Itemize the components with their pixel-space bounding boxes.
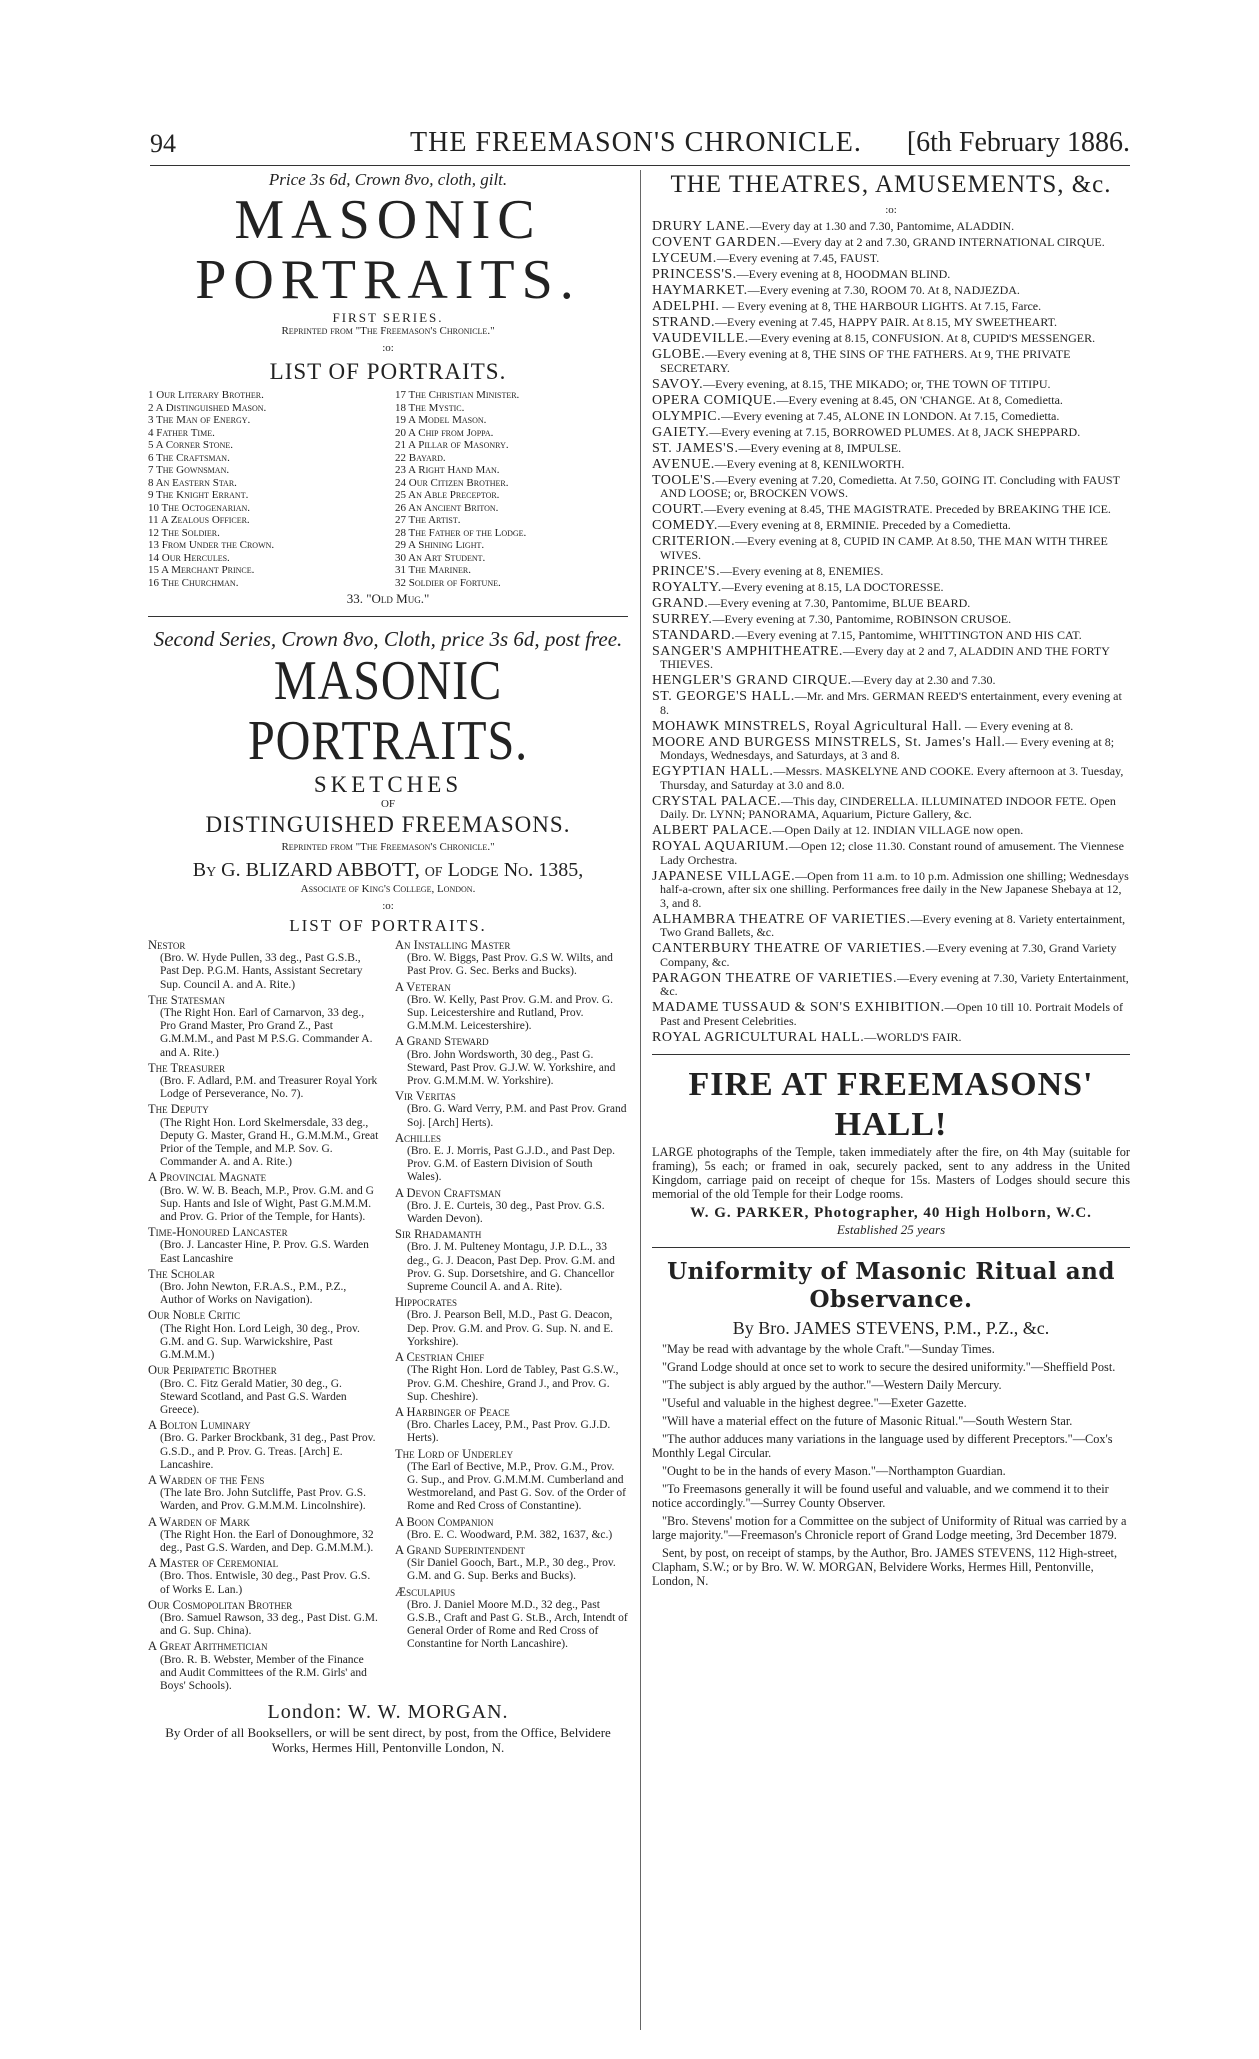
theatre-listing xyxy=(652,410,1130,424)
venue-details: —Every evening at 7.45, HAPPY PAIR. At 8.15, MY SWEETHEART. xyxy=(715,315,1058,329)
theatre-listing xyxy=(652,474,1130,501)
portrait-name: The Deputy xyxy=(148,1102,209,1117)
review-quotes xyxy=(652,1342,1130,1588)
theatre-listing xyxy=(652,284,1130,298)
portrait-list-item: 19 A Model Mason. xyxy=(395,414,487,426)
portrait-description: (The Right Hon. Lord Leigh, 30 deg., Prov. G.M. and G. Sup. Warwickshire, Past G.M.M.M.) xyxy=(160,1322,360,1362)
ad2-author: By G. BLIZARD ABBOTT, of Lodge No. 1385, xyxy=(192,859,584,881)
portrait-name: Nestor xyxy=(148,938,186,952)
venue-name: JAPANESE VILLAGE. xyxy=(652,868,796,884)
uniformity-author: By Bro. JAMES STEVENS, P.M., P.Z., &c. xyxy=(732,1318,1050,1338)
portrait-name: A Veteran xyxy=(395,979,451,994)
portrait-description: (Bro. C. Fitz Gerald Matier, 30 deg., G. Steward Scotland, and Past G.S. Warden Greece). xyxy=(160,1377,347,1416)
venue-details: —Every evening, at 8.15, THE MIKADO; or, THE TOWN OF TITIPU. xyxy=(703,376,1051,391)
portrait-description: (Bro. F. Adlard, P.M. and Treasurer Royal York Lodge of Perseverance, No. 7). xyxy=(160,1075,378,1101)
portrait-description: (Sir Daniel Gooch, Bart., M.P., 30 deg., Prov. G.M. and G. Sup. Berks and Bucks). xyxy=(407,1557,616,1583)
theatre-listing xyxy=(652,613,1130,627)
portrait-description: (Bro. W. Biggs, Past Prov. G.S W. Wilts, and Past Prov. G. Sec. Berks and Bucks). xyxy=(407,952,613,978)
portrait-list-item: 22 Bayard. xyxy=(395,451,446,464)
ad2-order-note: By Order of all Booksellers, or will be sent direct, by post, from the Office, Belvidere Works, Hermes Hill, Pentonville London, N. xyxy=(165,1725,611,1756)
portrait-description: (Bro. W. Hyde Pullen, 33 deg., Past G.S.B., Past Dep. P.G.M. Hants, Assistant Secretary Sup. Council A. and A. Rite.) xyxy=(160,952,363,991)
portrait-entry xyxy=(395,1586,628,1652)
venue-details: —Every evening at 7.15, Pantomime, WHITTINGTON AND HIS CAT. xyxy=(735,627,1082,642)
portrait-entry xyxy=(148,1474,381,1514)
portrait-description: (Bro. G. Parker Brockbank, 31 deg., Past Prov. G.S.D., and P. Prov. G. Treas. [Arch] E. Lancashire. xyxy=(160,1432,376,1471)
portrait-name: The Lord of Underley xyxy=(395,1446,514,1461)
venue-details: —Every evening at 8.45, THE MAGISTRATE. Preceded by BREAKING THE ICE. xyxy=(704,502,1111,516)
venue-details: —Messrs. MASKELYNE AND COOKE. Every afternoon at 3. Tuesday, Thursday, and Saturday at 3.0 and 8.0. xyxy=(660,764,1124,792)
venue-details: —Every evening at 8, IMPULSE. xyxy=(738,440,902,455)
theatre-listing xyxy=(652,565,1130,579)
ad2-of: OF xyxy=(380,798,396,810)
ad1-list-last: 33. "Old Mug." xyxy=(346,591,430,606)
venue-name: EGYPTIAN HALL. xyxy=(652,764,774,779)
venue-name: ROYAL AGRICULTURAL HALL. xyxy=(652,1029,865,1045)
portrait-list-item: 13 From Under the Crown. xyxy=(148,539,275,551)
venue-name: COMEDY. xyxy=(652,518,718,533)
ad2-reprinted: Reprinted from "The Freemason's Chronicle." xyxy=(281,841,495,853)
venue-name: CRYSTAL PALACE. xyxy=(652,793,782,809)
portrait-name: A Warden of Mark xyxy=(148,1514,250,1529)
portrait-entry xyxy=(395,1448,628,1514)
portrait-entry xyxy=(395,1035,628,1088)
ad1-list-col2 xyxy=(395,389,628,589)
portrait-description: (Bro. John Newton, F.R.A.S., P.M., P.Z., Author of Works on Navigation). xyxy=(160,1281,347,1307)
second-series-ad xyxy=(148,627,628,1755)
theatre-listing xyxy=(652,1031,1130,1045)
first-series-ad xyxy=(148,170,628,606)
portrait-name: A Bolton Luminary xyxy=(148,1418,251,1433)
venue-name: COVENT GARDEN. xyxy=(652,235,781,250)
venue-details: —Every evening at 8. Variety entertainment, Two Grand Ballets, &c. xyxy=(660,911,1126,939)
venue-details: —Every evening at 7.30, Grand Variety Company, &c. xyxy=(660,941,1117,969)
established-line: Established 25 years xyxy=(836,1222,946,1237)
review-quote: "Ought to be in the hands of every Mason."—Northampton Guardian. xyxy=(662,1464,1006,1478)
venue-details: —Every evening at 7.30, Pantomime, BLUE BEARD. xyxy=(708,595,971,610)
portrait-entry xyxy=(395,1132,628,1185)
portrait-description: (Bro. G. Ward Verry, P.M. and Past Prov. Grand Soj. [Arch] Herts). xyxy=(407,1103,627,1129)
ad2-list-heading: LIST OF PORTRAITS. xyxy=(289,916,487,935)
portrait-entry xyxy=(148,1171,381,1224)
venue-name: HENGLER'S GRAND CIRQUE. xyxy=(652,673,852,688)
theatre-listing xyxy=(652,316,1130,330)
portrait-list-item: 8 An Eastern Star. xyxy=(148,476,237,489)
ad2-series: Second Series, Crown 8vo, Cloth, price 3s 6d, post free. xyxy=(153,627,623,651)
theatre-listing xyxy=(652,535,1130,562)
theatre-listing xyxy=(652,442,1130,456)
venue-details: — Every evening at 8; Mondays, Wednesdays, and Saturdays, at 3 and 8. xyxy=(660,734,1115,762)
review-quote: "Grand Lodge should at once set to work to secure the desired uniformity."—Sheffield Post. xyxy=(662,1360,1116,1374)
venue-name: PARAGON THEATRE OF VARIETIES. xyxy=(652,970,898,986)
venue-name: ADELPHI. xyxy=(652,299,720,314)
portrait-name: A Harbinger of Peace xyxy=(395,1404,510,1419)
portrait-list-item: 16 The Churchman. xyxy=(148,576,239,589)
portrait-description: (The Right Hon. Earl of Carnarvon, 33 deg., Pro Grand Master, Pro Grand Z., Past G.M.M.M., and Past M P.S.G. Commander A. and A. Rite.) xyxy=(160,1007,373,1059)
venue-name: PRINCE'S. xyxy=(652,563,721,579)
portrait-entry xyxy=(395,939,628,979)
venue-details: —Every evening at 8.15, CONFUSION. At 8, CUPID'S MESSENGER. xyxy=(748,331,1096,345)
review-quote: "The author adduces many variations in the language used by different Preceptors."—Cox's Monthly Legal Circular. xyxy=(652,1432,1113,1460)
portrait-description: (The Earl of Bective, M.P., Prov. G.M., Prov. G. Sup., and Prov. G.M.M.M. Cumberland and Westmoreland, and Past G. Sov. of the Order of Rome and Red Cross of Constantine). xyxy=(407,1460,627,1513)
theatres-separator: :o: xyxy=(885,204,897,216)
venue-details: —Every day at 1.30 and 7.30, Pantomime, ALADDIN. xyxy=(749,219,1015,233)
portrait-name: A Cestrian Chief xyxy=(395,1350,485,1365)
portrait-list-item: 11 A Zealous Officer. xyxy=(148,514,250,526)
portrait-name: A Master of Ceremonial xyxy=(148,1556,279,1571)
ad1-price: Price 3s 6d, Crown 8vo, cloth, gilt. xyxy=(268,170,508,189)
venue-details: —Open 12; close 11.30. Constant round of amusement. The Viennese Lady Orchestra. xyxy=(660,839,1124,867)
theatre-listing xyxy=(652,220,1130,234)
venue-details: —Open from 11 a.m. to 10 p.m. Admission one shilling; Wednesdays half-a-crown, after six one shilling. Performances free daily in the New Japanese Shebaya at 12, 3, and 8. xyxy=(660,868,1129,910)
theatre-listing xyxy=(652,674,1130,688)
portrait-entry xyxy=(148,1640,381,1693)
venue-name: SANGER'S AMPHITHEATRE. xyxy=(652,643,843,659)
portrait-list-item: 3 The Man of Energy. xyxy=(148,414,251,426)
venue-details: —WORLD'S FAIR. xyxy=(864,1029,962,1044)
theatre-listing xyxy=(652,394,1130,408)
ad1-reprinted: Reprinted from "The Freemason's Chronicle." xyxy=(281,325,495,337)
venue-name: MADAME TUSSAUD & SON'S EXHIBITION. xyxy=(652,1000,945,1015)
portrait-list-item: 27 The Artist. xyxy=(395,514,461,526)
fire-ad xyxy=(652,1065,1130,1237)
venue-details: —Every evening at 8, ERMINIE. Preceded by a Comedietta. xyxy=(717,518,1011,532)
theatre-listing xyxy=(652,236,1130,250)
portrait-list-item: 30 An Art Student. xyxy=(395,551,486,564)
portrait-list-item: 1 Our Literary Brother. xyxy=(148,389,264,401)
portrait-entry xyxy=(148,1599,381,1639)
portrait-entry xyxy=(148,1557,381,1597)
portrait-entry xyxy=(148,1226,381,1266)
ad1-series: FIRST SERIES. xyxy=(332,310,444,325)
portrait-name: The Scholar xyxy=(148,1266,215,1281)
portrait-list-item: 15 A Merchant Prince. xyxy=(148,564,255,576)
venue-name: PRINCESS'S. xyxy=(652,267,737,282)
venue-details: —Every evening at 7.20, Comedietta. At 7.50, GOING IT. Concluding with FAUST AND LOOSE; or, BROCKEN VOWS. xyxy=(660,472,1120,500)
theatre-listing xyxy=(652,300,1130,314)
theatre-listing xyxy=(652,840,1130,867)
venue-details: —Every evening at 7.45, ALONE IN LONDON. At 7.15, Comedietta. xyxy=(721,408,1060,423)
portrait-name: Æsculapius xyxy=(395,1584,456,1599)
theatre-listing xyxy=(652,720,1130,734)
theatre-listing xyxy=(652,332,1130,346)
uniformity-ad xyxy=(652,1258,1130,1588)
portrait-description: (Bro. E. C. Woodward, P.M. 382, 1637, &c.) xyxy=(407,1528,613,1541)
venue-details: —Every evening at 8.15, LA DOCTORESSE. xyxy=(721,579,944,594)
review-quote: "The subject is ably argued by the author."—Western Daily Mercury. xyxy=(662,1378,1002,1392)
ad1-portrait-list xyxy=(148,389,628,589)
portrait-name: Achilles xyxy=(395,1130,442,1145)
portrait-entry xyxy=(395,1544,628,1584)
portrait-description: (Bro. J. Pearson Bell, M.D., Past G. Deacon, Dep. Prov. G.M. and Prov. G. Sup. N. and E. Yorkshire). xyxy=(407,1309,614,1348)
ad2-portrait-list xyxy=(148,939,628,1695)
venue-name: OPERA COMIQUE. xyxy=(652,392,777,408)
theatre-listing xyxy=(652,765,1130,792)
portrait-description: (Bro. Thos. Entwisle, 30 deg., Past Prov. G.S. of Works E. Lan.) xyxy=(160,1570,371,1596)
ad1-list-col1 xyxy=(148,389,381,589)
portrait-name: A Warden of the Fens xyxy=(148,1472,265,1487)
venue-name: SURREY. xyxy=(652,611,713,627)
portrait-entry xyxy=(395,1296,628,1349)
ad2-sketches: SKETCHES xyxy=(313,772,463,797)
portrait-name: The Statesman xyxy=(148,992,225,1007)
ad2-list-col1 xyxy=(148,939,381,1695)
portrait-name: An Installing Master xyxy=(395,938,511,952)
section-rule xyxy=(652,1054,1130,1055)
venue-name: ALHAMBRA THEATRE OF VARIETIES. xyxy=(652,911,911,927)
venue-name: AVENUE. xyxy=(652,456,715,472)
venue-name: ST. JAMES'S. xyxy=(652,440,739,456)
venue-name: ROYALTY. xyxy=(652,579,722,595)
portrait-list-item: 20 A Chip from Joppa. xyxy=(395,426,494,439)
portrait-name: A Boon Companion xyxy=(395,1514,494,1529)
venue-name: VAUDEVILLE. xyxy=(652,331,749,346)
portrait-description: (Bro. W. Kelly, Past Prov. G.M. and Prov. G. Sup. Leicestershire and Rutland, Prov. G.M.M.M. Leicestershire). xyxy=(407,993,614,1033)
theatre-listing xyxy=(652,824,1130,838)
theatre-listing xyxy=(652,597,1130,611)
review-quote: "Useful and valuable in the highest degree."—Exeter Gazette. xyxy=(662,1396,967,1410)
review-quote: "Will have a material effect on the future of Masonic Ritual."—South Western Star. xyxy=(662,1414,1073,1428)
portrait-entry xyxy=(395,1187,628,1227)
portrait-description: (Bro. J. Lancaster Hine, P. Prov. G.S. Warden East Lancashire xyxy=(160,1239,369,1265)
review-quote: "To Freemasons generally it will be found useful and valuable, and we commend it to their notice accordingly."—Surrey County Observer. xyxy=(652,1482,1109,1510)
page-number: 94 xyxy=(150,129,176,158)
portrait-entry xyxy=(395,1090,628,1130)
portrait-description: (The Right Hon. the Earl of Donoughmore, 32 deg., Past G.S. Warden, and Dep. G.M.M.M.). xyxy=(160,1528,374,1554)
portrait-list-item: 21 A Pillar of Masonry. xyxy=(395,439,509,451)
portrait-list-item: 5 A Corner Stone. xyxy=(148,439,233,451)
portrait-list-item: 28 The Father of the Lodge. xyxy=(395,526,527,539)
theatre-listing xyxy=(652,795,1130,822)
portrait-name: Our Noble Critic xyxy=(148,1308,241,1323)
masthead-title: THE FREEMASON'S CHRONICLE. xyxy=(410,127,862,158)
portrait-entry xyxy=(148,1419,381,1472)
venue-name: OLYMPIC. xyxy=(652,408,722,424)
venue-name: COURT. xyxy=(652,502,705,517)
portrait-list-item: 6 The Craftsman. xyxy=(148,451,230,464)
theatre-listing xyxy=(652,426,1130,440)
venue-details: —Every evening at 8, KENILWORTH. xyxy=(714,456,905,471)
theatres-heading: THE THEATRES, AMUSEMENTS, &c. xyxy=(670,171,1112,198)
venue-details: —Every day at 2.30 and 7.30. xyxy=(851,673,996,687)
venue-name: MOHAWK MINSTRELS, Royal Agricultural Hall. xyxy=(652,718,962,734)
theatre-listing xyxy=(652,519,1130,533)
portrait-entry xyxy=(395,1406,628,1446)
theatre-listing xyxy=(652,913,1130,940)
portrait-name: Sir Rhadamanth xyxy=(395,1227,482,1242)
venue-details: —This day, CINDERELLA. ILLUMINATED INDOOR FETE. Open Daily. Dr. LYNN; PANORAMA, Aquarium, Picture Gallery, &c. xyxy=(660,793,1116,821)
venue-name: DRURY LANE. xyxy=(652,219,750,234)
section-rule xyxy=(652,1247,1130,1248)
portrait-list-item: 32 Soldier of Fortune. xyxy=(395,576,501,589)
review-quote: "Bro. Stevens' motion for a Committee on the subject of Uniformity of Ritual was carried by a large majority."—Freemason's Chronicle report of Grand Lodge meeting, 3rd December 1879. xyxy=(652,1514,1127,1542)
fire-title: FIRE AT FREEMASONS' HALL! xyxy=(688,1066,1094,1143)
theatre-listing xyxy=(652,268,1130,282)
portrait-list-item: 12 The Soldier. xyxy=(148,526,220,539)
venue-details: —Open Daily at 12. INDIAN VILLAGE now open. xyxy=(772,823,1024,837)
right-column xyxy=(652,170,1130,1592)
portrait-list-item: 10 The Octogenarian. xyxy=(148,501,251,514)
ad2-publisher: London: W. W. MORGAN. xyxy=(267,1701,509,1724)
portrait-entry xyxy=(395,981,628,1034)
portrait-entry xyxy=(148,939,381,992)
venue-details: —Every evening at 8, THE SINS OF THE FATHERS. At 9, THE PRIVATE SECRETARY. xyxy=(660,347,1071,375)
issue-date: [6th February 1886. xyxy=(906,127,1130,158)
portrait-entry xyxy=(148,1268,381,1308)
portrait-description: (The Right Hon. Lord de Tabley, Past G.S.W., Prov. G.M. Cheshire, Grand J., and Prov. G. Sup. Cheshire). xyxy=(407,1364,619,1403)
portrait-name: Our Peripatetic Brother xyxy=(148,1363,277,1378)
theatre-listing xyxy=(652,503,1130,517)
portrait-list-item: 14 Our Hercules. xyxy=(148,551,230,564)
venue-details: —Every evening at 7.15, BORROWED PLUMES. At 8, JACK SHEPPARD. xyxy=(709,424,1081,439)
venue-details: —Every evening at 7.30, Variety Entertainment, &c. xyxy=(660,970,1129,998)
venue-name: STRAND. xyxy=(652,315,716,330)
portrait-description: (Bro. J. M. Pulteney Montagu, J.P. D.L., 33 deg., G. J. Deacon, Past Dep. Prov. G.M. and Prov. G. Sup. Dorsetshire, and G. Chancellor Supreme Council A. and A. Rite). xyxy=(407,1241,615,1294)
theatre-listing xyxy=(652,690,1130,717)
ad2-separator: :o: xyxy=(382,900,394,912)
venue-details: —Every evening at 8, ENEMIES. xyxy=(720,563,884,578)
portrait-list-item: 31 The Mariner. xyxy=(395,564,471,576)
portrait-name: The Treasurer xyxy=(148,1060,226,1075)
venue-details: —Every evening at 8.45, ON 'CHANGE. At 8, Comedietta. xyxy=(776,392,1063,407)
portrait-name: Hippocrates xyxy=(395,1295,458,1310)
portrait-list-item: 9 The Knight Errant. xyxy=(148,489,249,501)
venue-name: GLOBE. xyxy=(652,347,706,362)
portrait-description: (Bro. J. E. Curteis, 30 deg., Past Prov. G.S. Warden Devon). xyxy=(407,1199,605,1226)
portrait-entry xyxy=(395,1228,628,1294)
portrait-name: A Grand Superintendent xyxy=(395,1542,526,1557)
portrait-description: (Bro. E. J. Morris, Past G.J.D., and Past Dep. Prov. G.M. of Eastern Division of South Wales). xyxy=(407,1145,615,1184)
ad2-associate: Associate of King's College, London. xyxy=(300,883,476,895)
theatre-listing xyxy=(652,629,1130,643)
venue-name: CRITERION. xyxy=(652,534,736,549)
column-divider xyxy=(640,170,641,2030)
portrait-name: Time-Honoured Lancaster xyxy=(148,1225,288,1240)
venue-name: HAYMARKET. xyxy=(652,283,748,298)
portrait-description: (The Right Hon. Lord Skelmersdale, 33 deg., Deputy G. Master, Grand H., G.M.M.M., Great Prior of the Temple, and M.P. Sov. G. Commander A. and A. Rite.) xyxy=(160,1116,379,1169)
venue-name: MOORE AND BURGESS MINSTRELS, St. James's Hall. xyxy=(652,734,1006,750)
venue-details: —Every evening at 7.30, ROOM 70. At 8, NADJEZDA. xyxy=(747,283,1020,297)
portrait-description: (Bro. W. W. B. Beach, M.P., Prov. G.M. and G Sup. Hants and Isle of Wight, Past G.M.M.M. and Prov. G. Prior of the Temple, for Hants). xyxy=(160,1184,374,1224)
portrait-name: Vir Veritas xyxy=(395,1089,456,1104)
portrait-list-item: 24 Our Citizen Brother. xyxy=(395,476,509,489)
theatre-listing xyxy=(652,736,1130,763)
section-rule xyxy=(148,616,628,617)
theatre-listing xyxy=(652,458,1130,472)
portrait-name: A Provincial Magnate xyxy=(148,1170,267,1185)
ad2-subject: DISTINGUISHED FREEMASONS. xyxy=(205,812,571,837)
portrait-list-item: 26 An Ancient Briton. xyxy=(395,501,499,514)
venue-name: STANDARD. xyxy=(652,627,736,643)
venue-details: —Every evening at 7.45, FAUST. xyxy=(716,251,880,265)
venue-details: —Every evening at 8, HOODMAN BLIND. xyxy=(736,267,951,281)
portrait-description: (The late Bro. John Sutcliffe, Past Prov. G.S. Warden, and Prov. G.M.M.M. Lincolnshire). xyxy=(160,1487,367,1513)
portrait-description: (Bro. J. Daniel Moore M.D., 32 deg., Past G.S.B., Craft and Past G. St.B., Arch, Intendt of General Order of Rome and Red Cross of Constantine for North Lancashire). xyxy=(407,1598,628,1651)
theatre-listing xyxy=(652,942,1130,969)
venue-details: — Every evening at 8. xyxy=(961,718,1074,733)
portrait-list-item: 29 A Shining Light. xyxy=(395,539,485,551)
ad2-title: MASONIC PORTRAITS. xyxy=(247,650,528,772)
portrait-entry xyxy=(148,1062,381,1102)
theatre-listing xyxy=(652,252,1130,266)
portrait-name: Our Cosmopolitan Brother xyxy=(148,1597,293,1612)
theatre-listings xyxy=(652,220,1130,1044)
uniformity-title: Uniformity of Masonic Ritual and Observance. xyxy=(667,1258,1115,1313)
portrait-list-item: 4 Father Time. xyxy=(148,426,215,439)
portrait-list-item: 23 A Right Hand Man. xyxy=(395,464,500,476)
theatre-listing xyxy=(652,581,1130,595)
left-column xyxy=(148,170,628,1755)
ad1-list-heading: LIST OF PORTRAITS. xyxy=(269,359,507,384)
venue-name: ST. GEORGE'S HALL. xyxy=(652,689,795,704)
portrait-description: (Bro. John Wordsworth, 30 deg., Past G. Steward, Past Prov. G.J.W. W. Yorkshire, and Prov. G.M.M.M. W. Yorkshire). xyxy=(407,1048,616,1088)
venue-details: —Every day at 2 and 7.30, GRAND INTERNATIONAL CIRQUE. xyxy=(780,235,1105,249)
venue-name: GRAND. xyxy=(652,595,709,611)
venue-name: ROYAL AQUARIUM. xyxy=(652,839,789,854)
theatre-listing xyxy=(652,870,1130,911)
portrait-description: (Bro. Samuel Rawson, 33 deg., Past Dist. G.M. and G. Sup. China). xyxy=(160,1611,378,1638)
portrait-description: (Bro. Charles Lacey, P.M., Past Prov. G.J.D. Herts). xyxy=(407,1419,611,1445)
theatre-listing xyxy=(652,1001,1130,1028)
theatre-listing xyxy=(652,348,1130,375)
portrait-entry xyxy=(148,1364,381,1417)
portrait-entry xyxy=(395,1516,628,1542)
review-quote: Sent, by post, on receipt of stamps, by the Author, Bro. JAMES STEVENS, 112 High-street, Clapham, S.W.; or by Bro. W. W. MORGAN, Belvidere Works, Hermes Hill, Pentonville, London, N. xyxy=(652,1546,1118,1588)
photographer-line: W. G. PARKER, Photographer, 40 High Holborn, W.C. xyxy=(690,1205,1092,1221)
venue-name: LYCEUM. xyxy=(652,251,717,266)
portrait-entry xyxy=(148,1309,381,1362)
review-quote: "May be read with advantage by the whole Craft."—Sunday Times. xyxy=(662,1342,995,1356)
venue-details: —Mr. and Mrs. GERMAN REED'S entertainment, every evening at 8. xyxy=(660,689,1122,717)
portrait-entry xyxy=(148,994,381,1060)
ad1-title: MASONIC PORTRAITS. xyxy=(195,189,581,311)
theatre-listing xyxy=(652,972,1130,999)
venue-details: — Every evening at 8, THE HARBOUR LIGHTS. At 7.15, Farce. xyxy=(719,299,1042,313)
portrait-list-item: 17 The Christian Minister. xyxy=(395,389,520,401)
portrait-description: (Bro. R. B. Webster, Member of the Finance and Audit Committees of the R.M. Girls' and Boys' Schools). xyxy=(160,1653,367,1692)
ad1-separator: :o: xyxy=(382,342,394,354)
ad2-list-col2 xyxy=(395,939,628,1695)
portrait-entry xyxy=(395,1351,628,1404)
venue-name: ALBERT PALACE. xyxy=(652,823,773,838)
venue-details: —Every evening at 7.30, Pantomime, ROBINSON CRUSOE. xyxy=(712,611,1012,626)
portrait-list-item: 2 A Distinguished Mason. xyxy=(148,401,267,414)
portrait-list-item: 25 An Able Preceptor. xyxy=(395,489,500,501)
theatre-listing xyxy=(652,378,1130,392)
venue-details: —Every day at 2 and 7, ALADDIN AND THE FORTY THIEVES. xyxy=(660,643,1110,671)
venue-details: —Open 10 till 10. Portrait Models of Past and Present Celebrities. xyxy=(660,1000,1123,1028)
venue-name: GAIETY. xyxy=(652,424,710,440)
theatre-listing xyxy=(652,645,1130,672)
venue-details: —Every evening at 8, CUPID IN CAMP. At 8.50, THE MAN WITH THREE WIVES. xyxy=(660,534,1108,562)
portrait-name: A Grand Steward xyxy=(395,1034,489,1049)
portrait-entry xyxy=(148,1103,381,1169)
venue-name: CANTERBURY THEATRE OF VARIETIES. xyxy=(652,941,926,956)
portrait-name: A Great Arithmetician xyxy=(148,1639,268,1654)
portrait-list-item: 18 The Mystic. xyxy=(395,401,465,414)
portrait-entry xyxy=(148,1516,381,1556)
portrait-name: A Devon Craftsman xyxy=(395,1185,501,1200)
page-header xyxy=(150,125,1130,166)
portrait-list-item: 7 The Gownsman. xyxy=(148,464,230,476)
venue-name: SAVOY. xyxy=(652,376,704,392)
venue-name: TOOLE'S. xyxy=(652,472,716,488)
fire-body: LARGE photographs of the Temple, taken immediately after the fire, on 4th May (suitable for framing), 5s each; or framed in oak, securely packed, sent to any address in the United Kingdom, carriage paid on receipt of cheque for 15s. Masters of Lodges should secure this memorial of the old Temple for their Lodge rooms. xyxy=(652,1145,1130,1201)
